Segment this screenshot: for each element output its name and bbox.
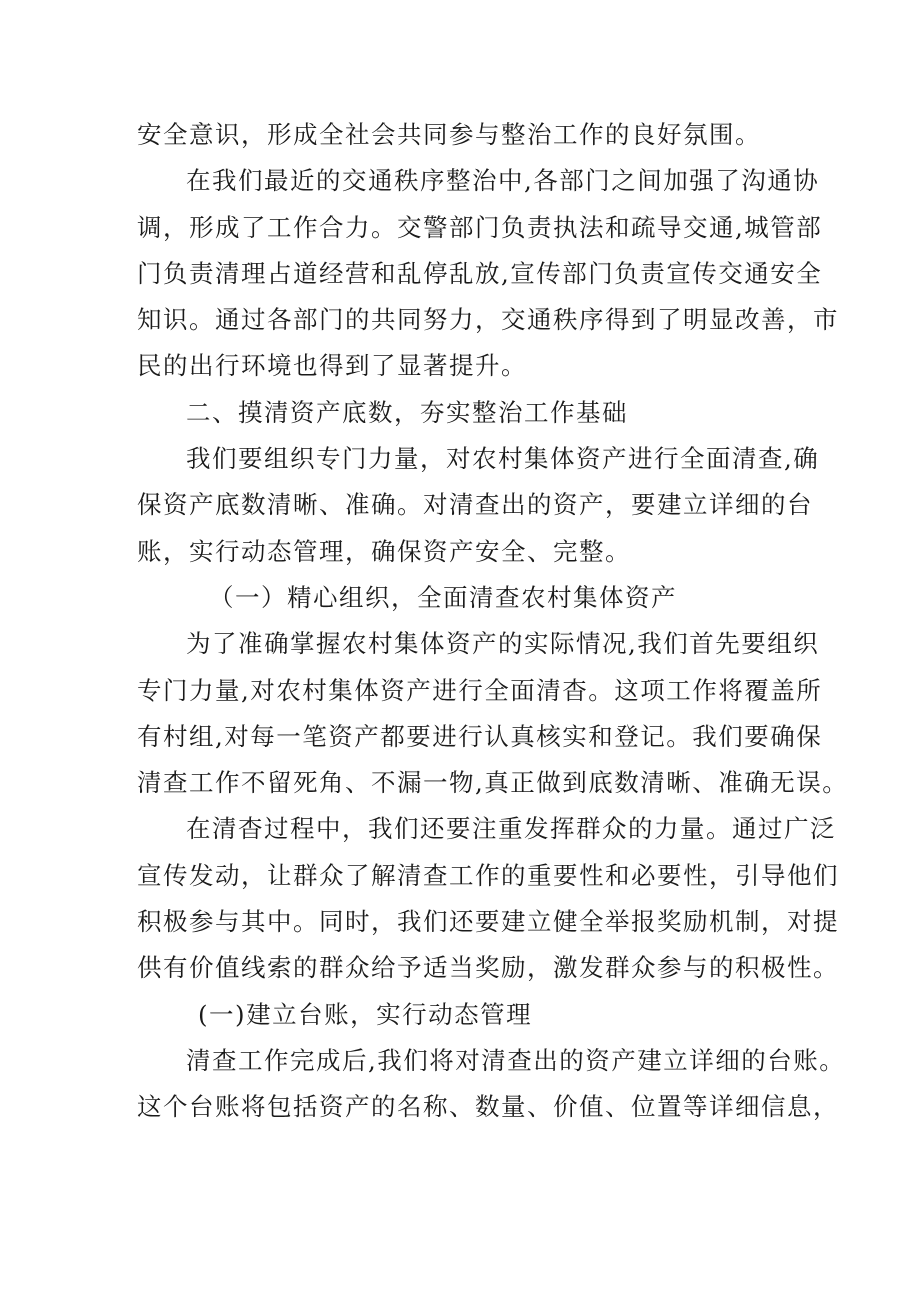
paragraph-line: 宣传发动，让群众了解清查工作的重要性和必要性，引导他们	[137, 860, 839, 890]
paragraph-line: 有村组,对每一笔资产都要进行认真核实和登记。我们要确保	[137, 721, 823, 751]
document-body	[137, 112, 849, 1131]
subsection-heading: (一)建立台账，实行动态管理	[198, 999, 533, 1029]
paragraph-line: 调，形成了工作合力。交警部门负责执法和疏导交通,城管部	[137, 212, 823, 242]
paragraph-line: 专门力量,对农村集体资产进行全面清杳。这项工作将覆盖所	[137, 675, 823, 705]
paragraph-line: 知识。通过各部门的共同努力，交通秩序得到了明显改善，市	[137, 305, 839, 335]
paragraph-line: 门负责清理占道经营和乱停乱放,宣传部门负责宣传交通安全	[137, 258, 823, 288]
paragraph-line: 在清杳过程中，我们还要注重发挥群众的力量。通过广泛	[186, 814, 836, 844]
paragraph-line: 安全意识，形成全社会共同参与整治工作的良好氛围。	[137, 120, 761, 149]
subsection-heading: （一）精心组织，全面清查农村集体资产	[209, 582, 677, 612]
paragraph-line: 供有价值线索的群众给予适当奖励，激发群众参与的积极性。	[137, 953, 839, 983]
paragraph-line: 我们要组织专门力量，对农村集体资产进行全面清查,确	[186, 444, 820, 474]
paragraph-line: 账，实行动态管理，确保资产安全、完整。	[137, 536, 631, 566]
paragraph-line: 积极参与其中。同时，我们还要建立健全举报奖励机制，对提	[137, 907, 839, 937]
paragraph-line: 民的出行环境也得到了显著提升。	[137, 351, 527, 381]
paragraph-line: 在我们最近的交通秩序整治中,各部门之间加强了沟通协	[186, 166, 820, 196]
paragraph-line: 清查工作完成后,我们将对清查出的资产建立详细的台账。	[186, 1045, 846, 1075]
paragraph-line: 为了准确掌握农村集体资产的实际情况,我们首先要组织	[186, 629, 820, 659]
paragraph-line: 这个台账将包括资产的名称、数量、价值、位置等详细信息，	[137, 1092, 839, 1122]
paragraph-line: 保资产底数清晰、准确。对清查出的资产，要建立详细的台	[137, 490, 813, 520]
section-heading: 二、摸清资产底数，夯实整治工作基础	[186, 397, 628, 427]
paragraph-line: 清查工作不留死角、不漏一物,真正做到底数清晰、准确无误。	[137, 768, 849, 798]
